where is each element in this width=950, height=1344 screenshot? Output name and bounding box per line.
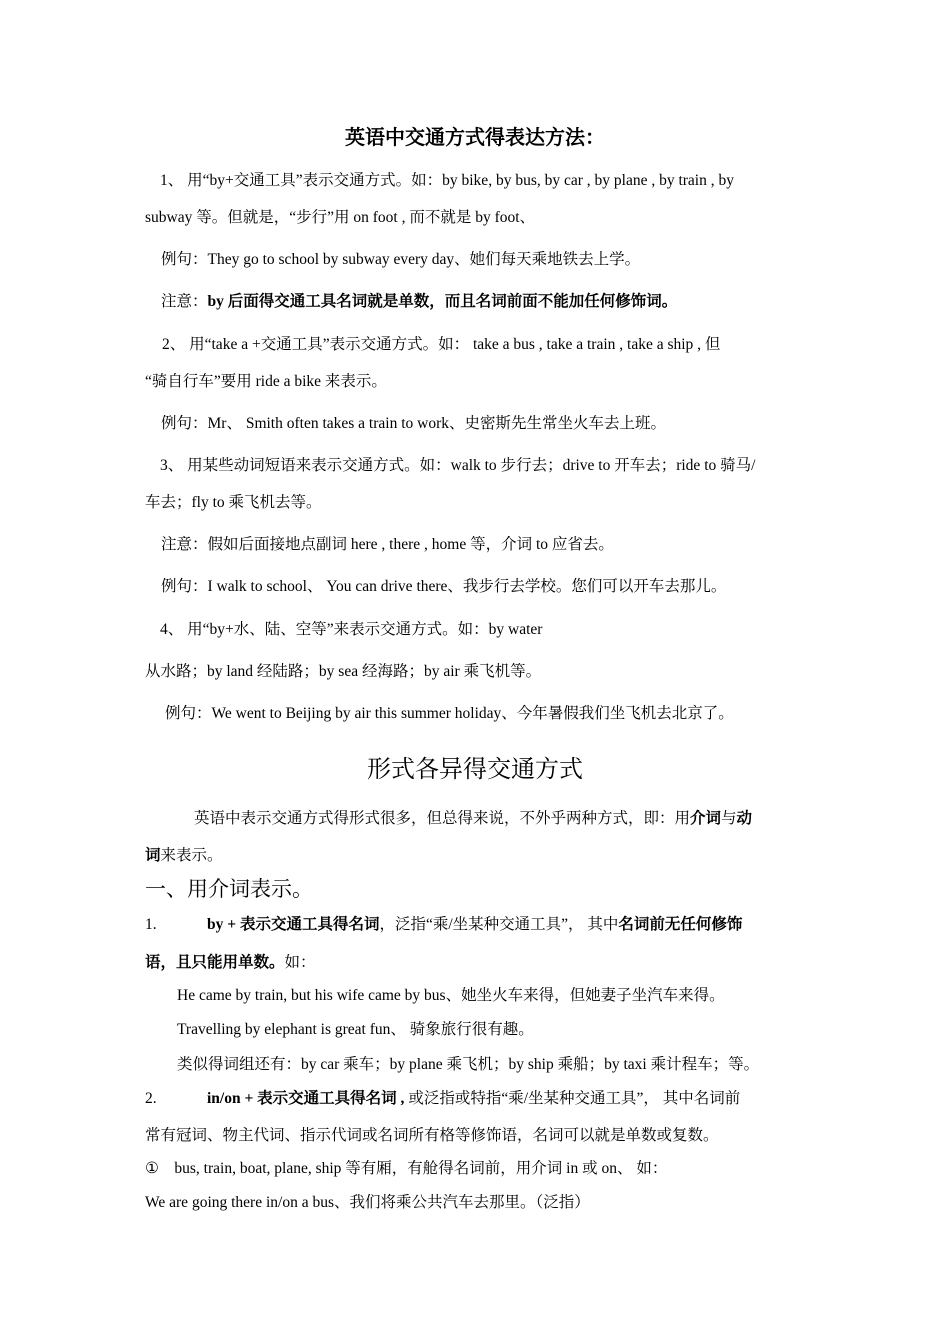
item1-bold2: 名词前无任何修饰 <box>618 916 743 933</box>
intro-text-c: 与 <box>721 810 737 827</box>
intro-bold-prep: 介词 <box>690 810 722 827</box>
intro-bold-verb-2: 词 <box>145 847 161 864</box>
p3-line1: 3、 用某些动词短语来表示交通方式。如：walk to 步行去；drive to 开车去；ride to 骑马/ <box>160 457 756 474</box>
item1-line1 <box>145 915 815 935</box>
p4-example: 例句：We went to Beijing by air this summer holiday、今年暑假我们坐飞机去北京了。 <box>165 705 734 722</box>
p4-line1: 4、 用“by+水、陆、空等”来表示交通方式。如：by water <box>160 621 543 638</box>
intro-bold-verb-1: 动 <box>736 810 753 827</box>
p1-note-prefix: 注意： <box>161 293 208 310</box>
item2-text1: 或泛指或特指“乘/坐某种交通工具”， 其中名词前 <box>404 1090 741 1107</box>
p3-example: 例句：I walk to school、 You can drive there、我步行去学校。您们可以开车去那儿。 <box>161 578 727 595</box>
document-title: 英语中交通方式得表达方法： <box>345 127 605 149</box>
item1-bold3: 语，且只能用单数。 <box>145 954 285 971</box>
intro-text-f: 来表示。 <box>160 847 223 864</box>
item1-example1: He came by train, but his wife came by bus、她坐火车来得，但她妻子坐汽车来得。 <box>177 987 725 1004</box>
p4-line2: 从水路；by land 经陆路；by sea 经海路；by air 乘飞机等。 <box>145 663 542 680</box>
item2-sub1: ① bus, train, boat, plane, ship 等有厢，有舱得名词前，用介词 in 或 on、 如： <box>145 1160 668 1177</box>
section-title: 形式各异得交通方式 <box>367 757 583 783</box>
item1-line2 <box>145 953 815 973</box>
p1-note <box>161 292 831 312</box>
item2-sub1-example: We are going there in/on a bus、我们将乘公共汽车去那里。（泛指） <box>145 1194 590 1211</box>
p1-example: 例句：They go to school by subway every day、她们每天乘地铁去上学。 <box>161 251 641 268</box>
item1-text2: 如： <box>284 954 316 971</box>
p1-line1: 1、 用“by+交通工具”表示交通方式。如：by bike, by bus, by car , by plane , by train , by <box>160 172 734 189</box>
item1-text1: ，泛指“乘/坐某种交通工具”， 其中 <box>379 916 619 933</box>
item2-bold1: in/on + 表示交通工具得名词 , <box>207 1090 405 1107</box>
intro-line1 <box>194 809 814 829</box>
p2-example: 例句：Mr、 Smith often takes a train to work、史密斯先生常坐火车去上班。 <box>161 415 667 432</box>
item2-number: 2. <box>145 1090 157 1107</box>
item1-example2: Travelling by elephant is great fun、 骑象旅行很有趣。 <box>177 1021 534 1038</box>
p2-line1: 2、 用“take a +交通工具”表示交通方式。如： take a bus , take a train , take a ship , 但 <box>162 336 721 353</box>
intro-line2 <box>145 846 815 866</box>
intro-text-a: 英语中表示交通方式得形式很多，但总得来说，不外乎两种方式，即：用 <box>194 810 691 827</box>
heading-prepositions: 一、用介词表示。 <box>145 877 313 901</box>
item2-line2: 常有冠词、物主代词、指示代词或名词所有格等修饰语，名词可以就是单数或复数。 <box>145 1127 719 1144</box>
item2-line1 <box>145 1089 815 1109</box>
p1-line2: subway 等。但就是，“步行”用 on foot , 而不就是 by foot、 <box>145 209 536 226</box>
p3-note: 注意：假如后面接地点副词 here , there , home 等，介词 to 应省去。 <box>161 536 614 553</box>
p2-line2: “骑自行车”要用 ride a bike 来表示。 <box>145 373 387 390</box>
item1-example3: 类似得词组还有：by car 乘车；by plane 乘飞机；by ship 乘船；by taxi 乘计程车；等。 <box>177 1056 760 1073</box>
p3-line2: 车去；fly to 乘飞机去等。 <box>145 494 322 511</box>
item1-number: 1. <box>145 916 157 933</box>
p1-note-bold: by 后面得交通工具名词就是单数，而且名词前面不能加任何修饰词。 <box>207 293 678 310</box>
item1-bold1: by + 表示交通工具得名词 <box>207 916 380 933</box>
